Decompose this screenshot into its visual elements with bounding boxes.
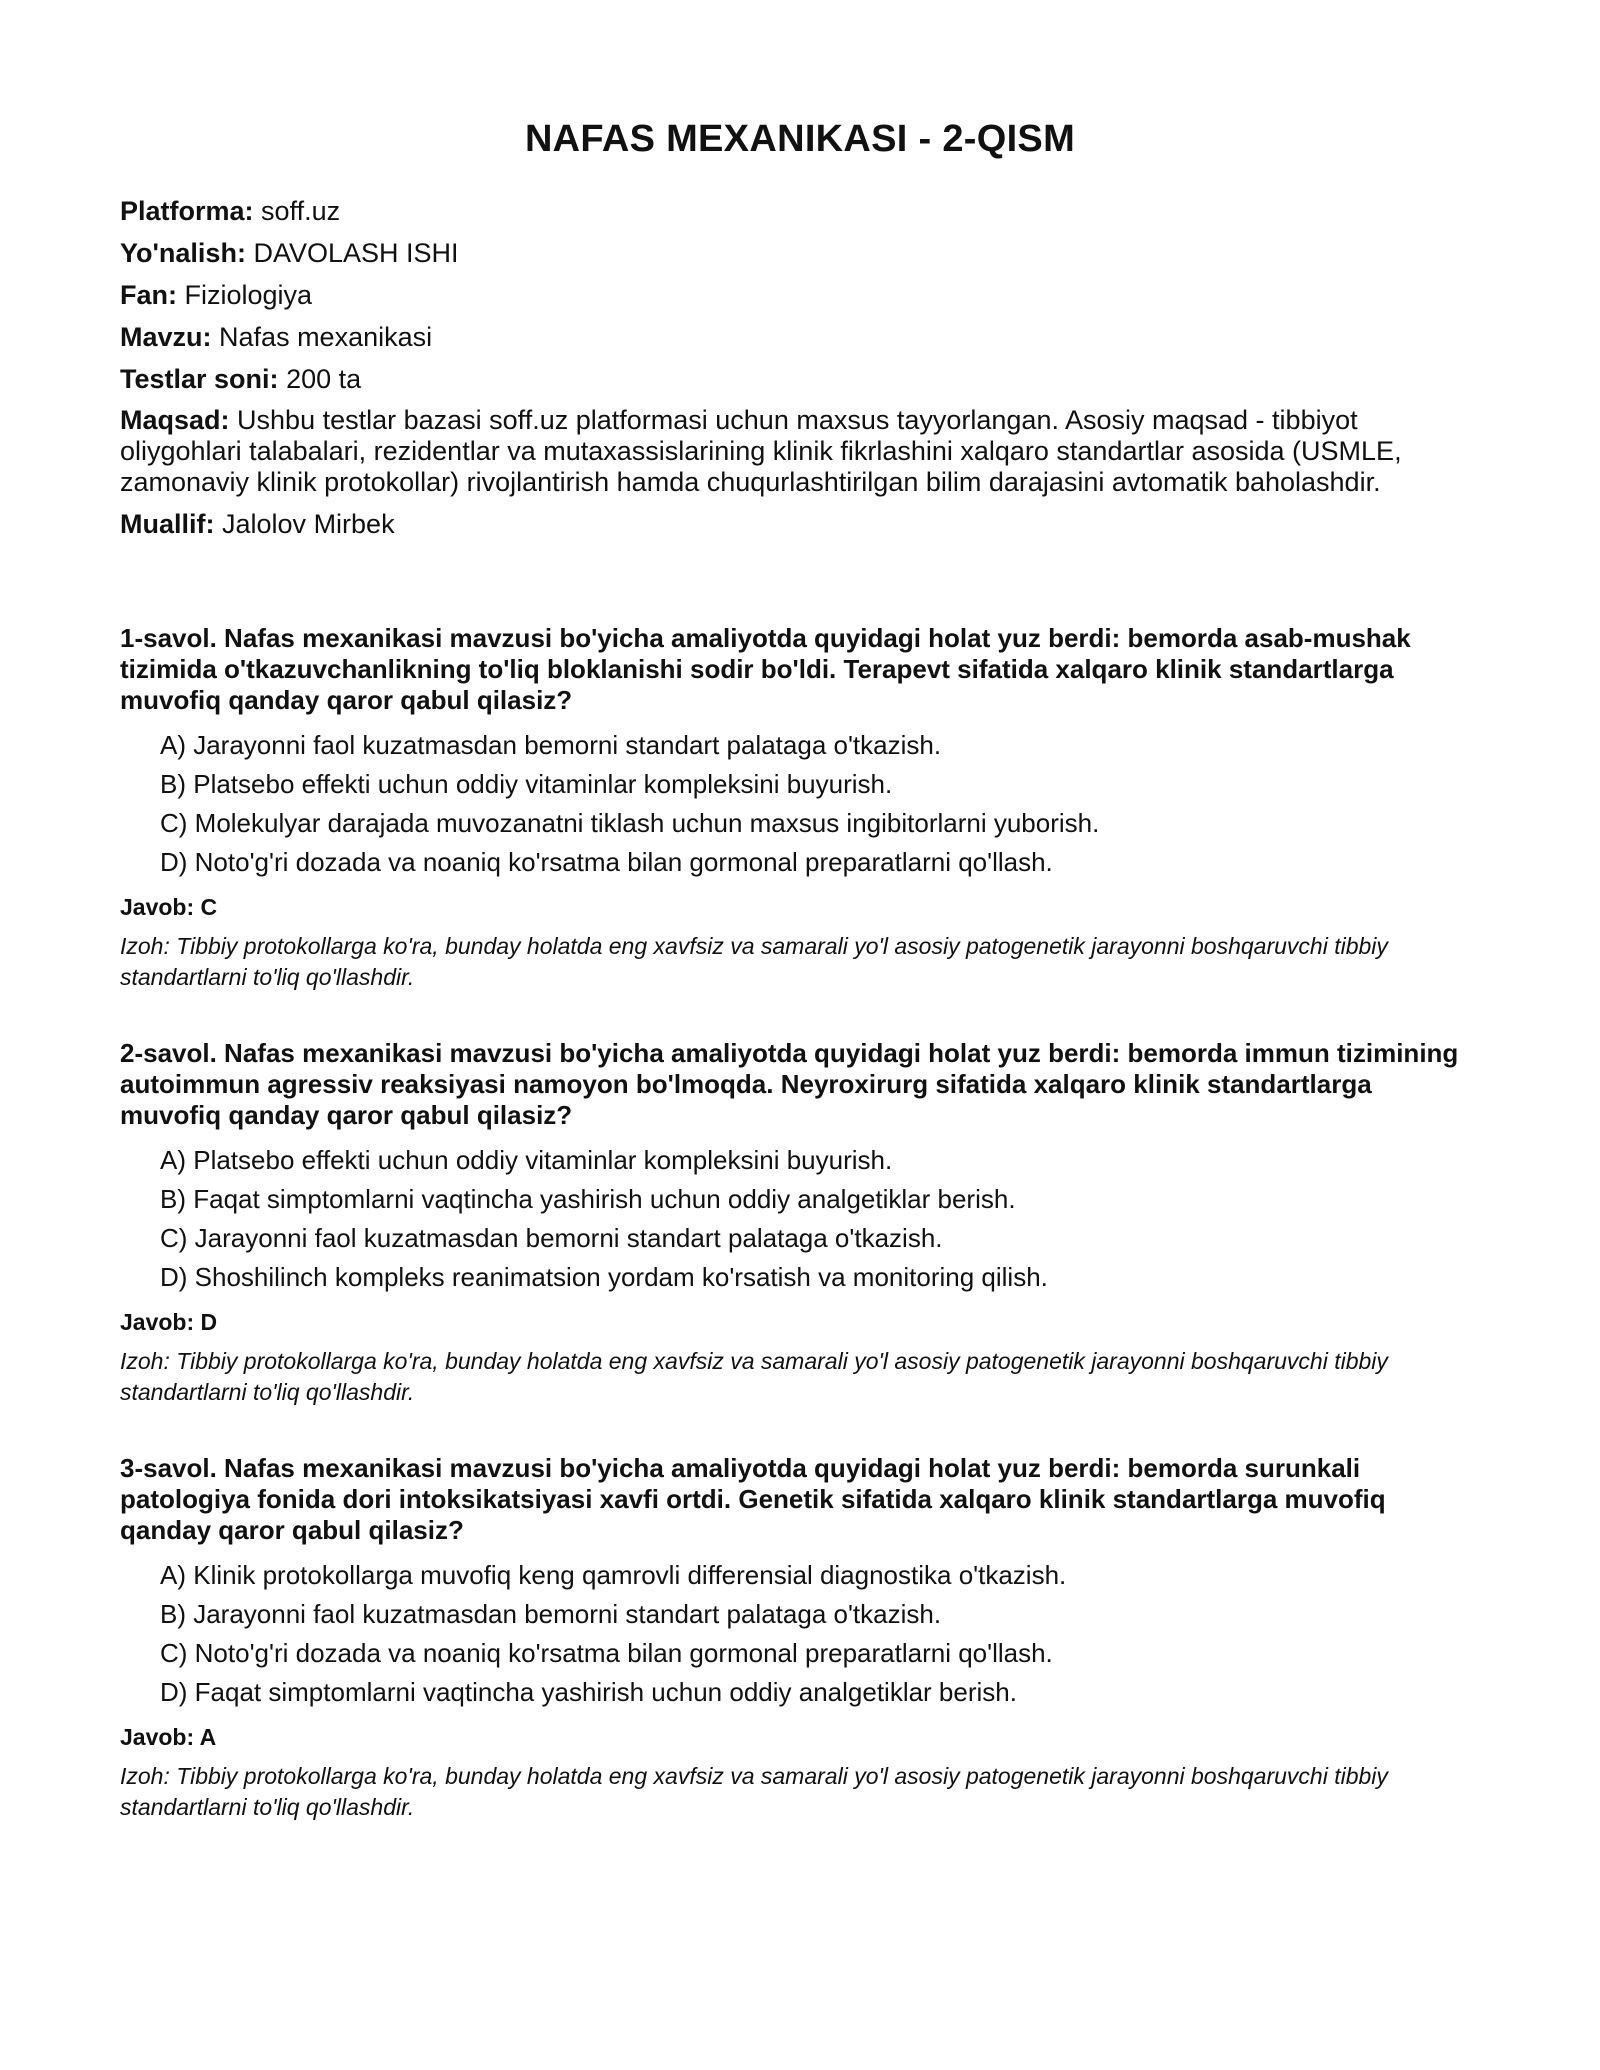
option-b: B) Faqat simptomlarni vaqtincha yashirish uchun oddiy analgetiklar berish. bbox=[160, 1184, 1016, 1214]
option-c: C) Noto'g'ri dozada va noaniq ko'rsatma bilan gormonal preparatlarni qo'llash. bbox=[160, 1638, 1053, 1668]
meta-value: soff.uz bbox=[261, 196, 341, 226]
meta-subject bbox=[120, 279, 1480, 311]
option-d: D) Faqat simptomlarni vaqtincha yashirish uchun oddiy analgetiklar berish. bbox=[160, 1677, 1017, 1707]
meta-author bbox=[120, 508, 1480, 540]
questions-section bbox=[120, 623, 1480, 1823]
question-text: 3-savol. Nafas mexanikasi mavzusi bo'yicha amaliyotda quyidagi holat yuz berdi: bemorda surunkali patologiya fonida dori intoksikatsiyasi xavfi ortdi. Genetik sifatida xalqaro klinik standartlarga muvofiq qanday qaror qabul qilasiz? bbox=[120, 1453, 1386, 1545]
meta-label: Platforma: bbox=[120, 196, 254, 226]
question-2 bbox=[120, 1038, 1480, 1408]
document-title: NAFAS MEXANIKASI - 2-QISM bbox=[524, 118, 1076, 160]
option-a: A) Klinik protokollarga muvofiq keng qamrovli differensial diagnostika o'tkazish. bbox=[160, 1560, 1067, 1590]
answer-key: Javob: D bbox=[120, 1309, 218, 1335]
option-d: D) Noto'g'ri dozada va noaniq ko'rsatma bilan gormonal preparatlarni qo'llash. bbox=[160, 847, 1053, 877]
question-3 bbox=[120, 1453, 1480, 1823]
option-c: C) Molekulyar darajada muvozanatni tiklash uchun maxsus ingibitorlarni yuborish. bbox=[160, 808, 1100, 838]
meta-label: Fan: bbox=[120, 280, 177, 310]
meta-label: Mavzu: bbox=[120, 322, 212, 352]
option-c: C) Jarayonni faol kuzatmasdan bemorni standart palataga o'tkazish. bbox=[160, 1223, 943, 1253]
meta-label: Muallif: bbox=[120, 509, 215, 539]
option-a: A) Jarayonni faol kuzatmasdan bemorni standart palataga o'tkazish. bbox=[160, 730, 942, 760]
meta-value: Jalolov Mirbek bbox=[222, 509, 395, 539]
answer-options bbox=[120, 1560, 1480, 1707]
meta-value: 200 ta bbox=[286, 364, 362, 394]
meta-value: Nafas mexanikasi bbox=[219, 322, 433, 352]
meta-section bbox=[120, 195, 1480, 540]
option-a: A) Platsebo effekti uchun oddiy vitaminlar kompleksini buyurish. bbox=[160, 1145, 893, 1175]
meta-label: Yo'nalish: bbox=[120, 238, 246, 268]
meta-test-count bbox=[120, 363, 1480, 395]
answer-explanation: Izoh: Tibbiy protokollarga ko'ra, bunday holatda eng xavfsiz va samarali yo'l asosiy patogenetik jarayonni boshqaruvchi tibbiy standartlarni to'liq qo'llashdir. bbox=[120, 1763, 1388, 1820]
answer-key: Javob: C bbox=[120, 894, 218, 920]
meta-label: Testlar soni: bbox=[120, 364, 279, 394]
option-b: B) Jarayonni faol kuzatmasdan bemorni standart palataga o'tkazish. bbox=[160, 1599, 942, 1629]
meta-platform bbox=[120, 195, 1480, 227]
question-text: 1-savol. Nafas mexanikasi mavzusi bo'yicha amaliyotda quyidagi holat yuz berdi: bemorda asab-mushak tizimida o'tkazuvchanlikning to'liq bloklanishi sodir bo'ldi. Terapevt sifatida xalqaro klinik standartlarga muvofiq qanday qaror qabul qilasiz? bbox=[120, 623, 1411, 715]
document-page bbox=[120, 118, 1480, 1868]
question-1 bbox=[120, 623, 1480, 993]
meta-label: Maqsad: bbox=[120, 405, 230, 435]
question-text: 2-savol. Nafas mexanikasi mavzusi bo'yicha amaliyotda quyidagi holat yuz berdi: bemorda immun tizimining autoimmun agressiv reaksiyasi namoyon bo'lmoqda. Neyroxirurg sifatida xalqaro klinik standartlarga muvofiq qanday qaror qabul qilasiz? bbox=[120, 1038, 1459, 1130]
meta-value: DAVOLASH ISHI bbox=[253, 238, 459, 268]
option-b: B) Platsebo effekti uchun oddiy vitaminlar kompleksini buyurish. bbox=[160, 769, 893, 799]
answer-explanation: Izoh: Tibbiy protokollarga ko'ra, bunday holatda eng xavfsiz va samarali yo'l asosiy patogenetik jarayonni boshqaruvchi tibbiy standartlarni to'liq qo'llashdir. bbox=[120, 933, 1388, 990]
meta-direction bbox=[120, 237, 1480, 269]
answer-explanation: Izoh: Tibbiy protokollarga ko'ra, bunday holatda eng xavfsiz va samarali yo'l asosiy patogenetik jarayonni boshqaruvchi tibbiy standartlarni to'liq qo'llashdir. bbox=[120, 1348, 1388, 1405]
meta-value: Fiziologiya bbox=[184, 280, 313, 310]
answer-options bbox=[120, 730, 1480, 877]
meta-value: Ushbu testlar bazasi soff.uz platformasi uchun maxsus tayyorlangan. Asosiy maqsad - tibbiyot oliygohlari talabalari, rezidentlar va mutaxassislarining klinik fikrlashini xalqaro standartlar asosida (USMLE, zamonaviy klinik protokollar) rivojlantirish hamda chuqurlashtirilgan bilim darajasini avtomatik baholashdir. bbox=[120, 405, 1402, 497]
answer-key: Javob: A bbox=[120, 1724, 217, 1750]
option-d: D) Shoshilinch kompleks reanimatsion yordam ko'rsatish va monitoring qilish. bbox=[160, 1262, 1048, 1292]
meta-topic bbox=[120, 321, 1480, 353]
answer-options bbox=[120, 1145, 1480, 1292]
meta-goal bbox=[120, 405, 1480, 498]
